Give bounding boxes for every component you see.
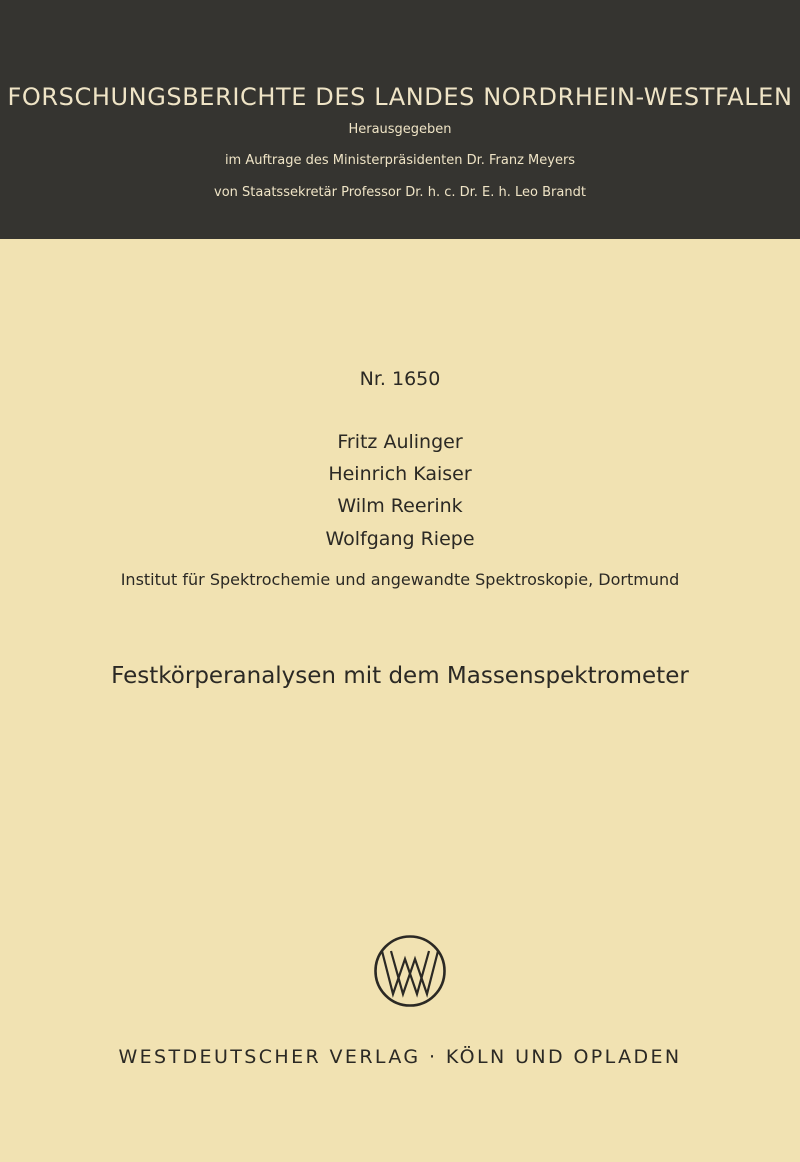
author-name: Wolfgang Riepe	[325, 528, 475, 550]
author-name: Wilm Reerink	[337, 495, 463, 517]
author-name: Heinrich Kaiser	[328, 463, 472, 485]
publisher-imprint: WESTDEUTSCHER VERLAG · KÖLN UND OPLADEN	[118, 1046, 682, 1068]
editor-line-herausgegeben: Herausgegeben	[348, 122, 452, 137]
editor-line-secretary: von Staatssekretär Professor Dr. h. c. Dr. E. h. Leo Brandt	[214, 185, 586, 200]
westdeutscher-verlag-ww-logo-icon	[373, 934, 447, 1008]
institute-affiliation: Institut für Spektrochemie und angewandte Spektroskopie, Dortmund	[120, 570, 680, 589]
author-name: Fritz Aulinger	[337, 431, 463, 453]
issue-number: Nr. 1650	[359, 368, 441, 390]
editor-line-minister: im Auftrage des Ministerpräsidenten Dr. Franz Meyers	[224, 153, 576, 168]
series-title: FORSCHUNGSBERICHTE DES LANDES NORDRHEIN-WESTFALEN	[7, 83, 793, 111]
book-title: Festkörperanalysen mit dem Massenspektrometer	[111, 663, 689, 689]
series-header-band	[0, 0, 800, 239]
